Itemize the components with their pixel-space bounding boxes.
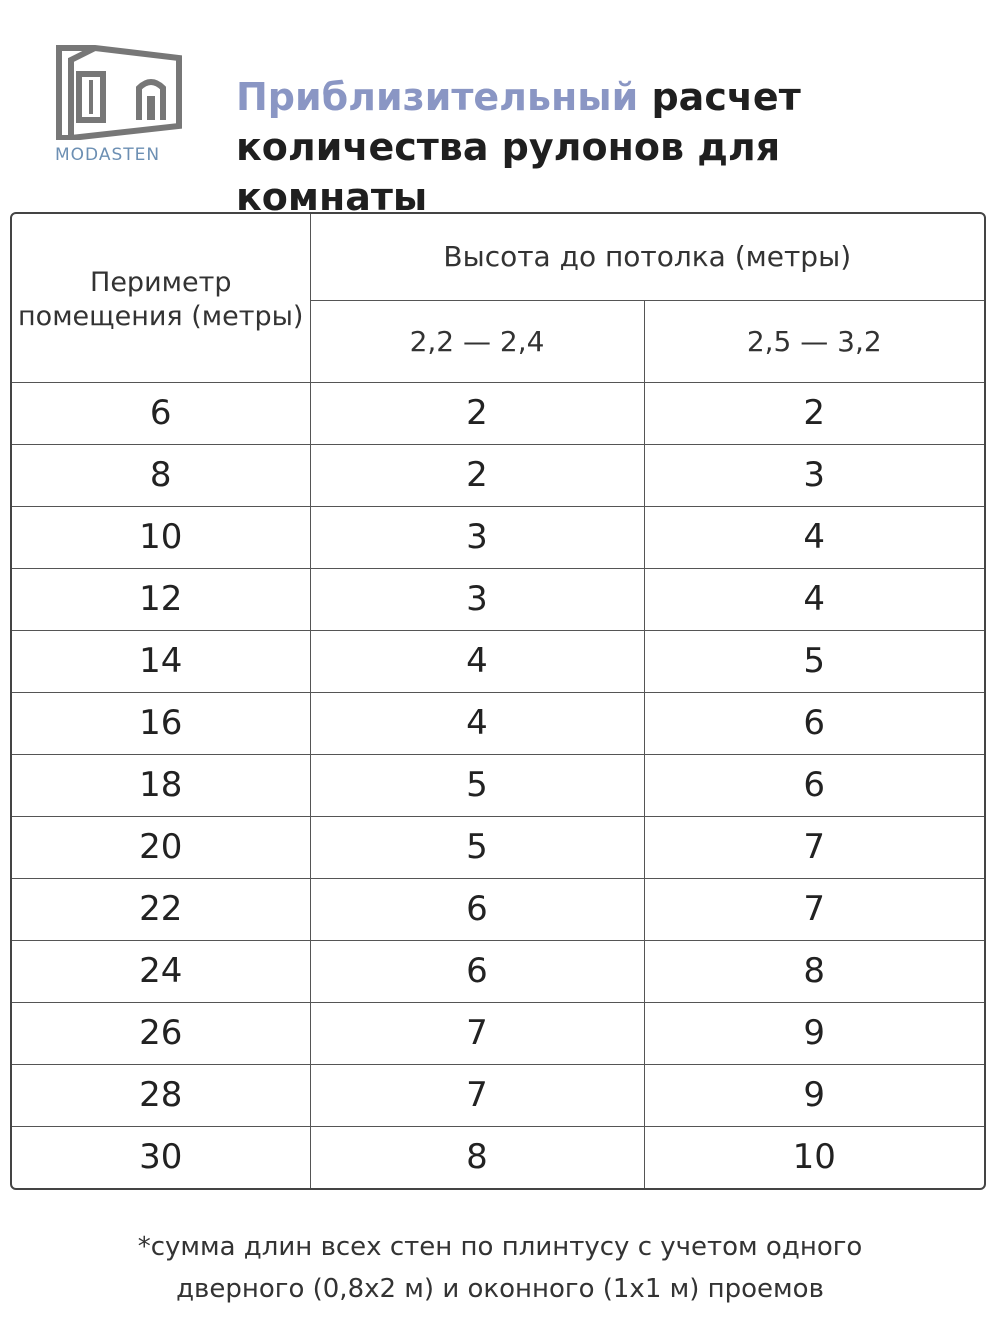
rolls-table	[10, 212, 986, 1190]
perimeter-cell: 22	[12, 878, 310, 940]
rolls-high-cell: 4	[644, 506, 984, 568]
table-row	[12, 754, 984, 816]
table-row	[12, 940, 984, 1002]
rolls-low-cell: 3	[310, 506, 644, 568]
rolls-low-cell: 4	[310, 692, 644, 754]
header	[0, 0, 1000, 219]
perimeter-cell: 6	[12, 382, 310, 444]
modasten-logo	[55, 40, 185, 170]
rolls-low-cell: 7	[310, 1064, 644, 1126]
page-title	[236, 72, 976, 222]
rolls-high-cell: 7	[644, 878, 984, 940]
rolls-low-cell: 2	[310, 444, 644, 506]
rolls-low-cell: 8	[310, 1126, 644, 1188]
perimeter-cell: 30	[12, 1126, 310, 1188]
perimeter-cell: 20	[12, 816, 310, 878]
perimeter-header: Периметр помещения (метры)	[12, 214, 310, 382]
footnote-line1: *сумма длин всех стен по плинтусу с учетом одного	[137, 1232, 863, 1262]
rolls-low-cell: 6	[310, 878, 644, 940]
perimeter-cell: 24	[12, 940, 310, 1002]
rolls-low-cell: 3	[310, 568, 644, 630]
rolls-high-cell: 6	[644, 692, 984, 754]
table-row	[12, 692, 984, 754]
table-row	[12, 382, 984, 444]
title-accent: Приблизительный	[236, 75, 639, 119]
perimeter-cell: 16	[12, 692, 310, 754]
table-row	[12, 506, 984, 568]
rolls-high-cell: 10	[644, 1126, 984, 1188]
rolls-low-cell: 4	[310, 630, 644, 692]
perimeter-cell: 26	[12, 1002, 310, 1064]
rolls-low-cell: 6	[310, 940, 644, 1002]
rolls-high-cell: 9	[644, 1064, 984, 1126]
footnote-line2: дверного (0,8х2 м) и оконного (1х1 м) проемов	[176, 1274, 824, 1304]
perimeter-cell: 12	[12, 568, 310, 630]
perimeter-cell: 10	[12, 506, 310, 568]
perimeter-cell: 14	[12, 630, 310, 692]
table-row	[12, 444, 984, 506]
perimeter-cell: 28	[12, 1064, 310, 1126]
table-row	[12, 1126, 984, 1188]
ceiling-height-header: Высота до потолка (метры)	[310, 214, 984, 300]
table-row	[12, 630, 984, 692]
logo-icon	[55, 40, 185, 140]
rolls-high-cell: 6	[644, 754, 984, 816]
title-line2: количества рулонов для комнаты	[236, 125, 781, 219]
title-line1-rest: расчет	[651, 75, 801, 119]
rolls-low-cell: 7	[310, 1002, 644, 1064]
rolls-high-cell: 5	[644, 630, 984, 692]
perimeter-cell: 8	[12, 444, 310, 506]
table-row	[12, 816, 984, 878]
range-header-low: 2,2 — 2,4	[310, 300, 644, 382]
rolls-high-cell: 2	[644, 382, 984, 444]
table-row	[12, 1002, 984, 1064]
logo-text: MODASTEN	[55, 145, 161, 165]
rolls-high-cell: 7	[644, 816, 984, 878]
rolls-high-cell: 3	[644, 444, 984, 506]
rolls-low-cell: 5	[310, 816, 644, 878]
rolls-high-cell: 8	[644, 940, 984, 1002]
rolls-high-cell: 9	[644, 1002, 984, 1064]
table-body	[12, 382, 984, 1188]
table-row	[12, 878, 984, 940]
rolls-low-cell: 2	[310, 382, 644, 444]
range-header-high: 2,5 — 3,2	[644, 300, 984, 382]
table-row	[12, 568, 984, 630]
rolls-low-cell: 5	[310, 754, 644, 816]
footnote	[0, 1226, 1000, 1310]
table-row	[12, 1064, 984, 1126]
perimeter-cell: 18	[12, 754, 310, 816]
rolls-high-cell: 4	[644, 568, 984, 630]
